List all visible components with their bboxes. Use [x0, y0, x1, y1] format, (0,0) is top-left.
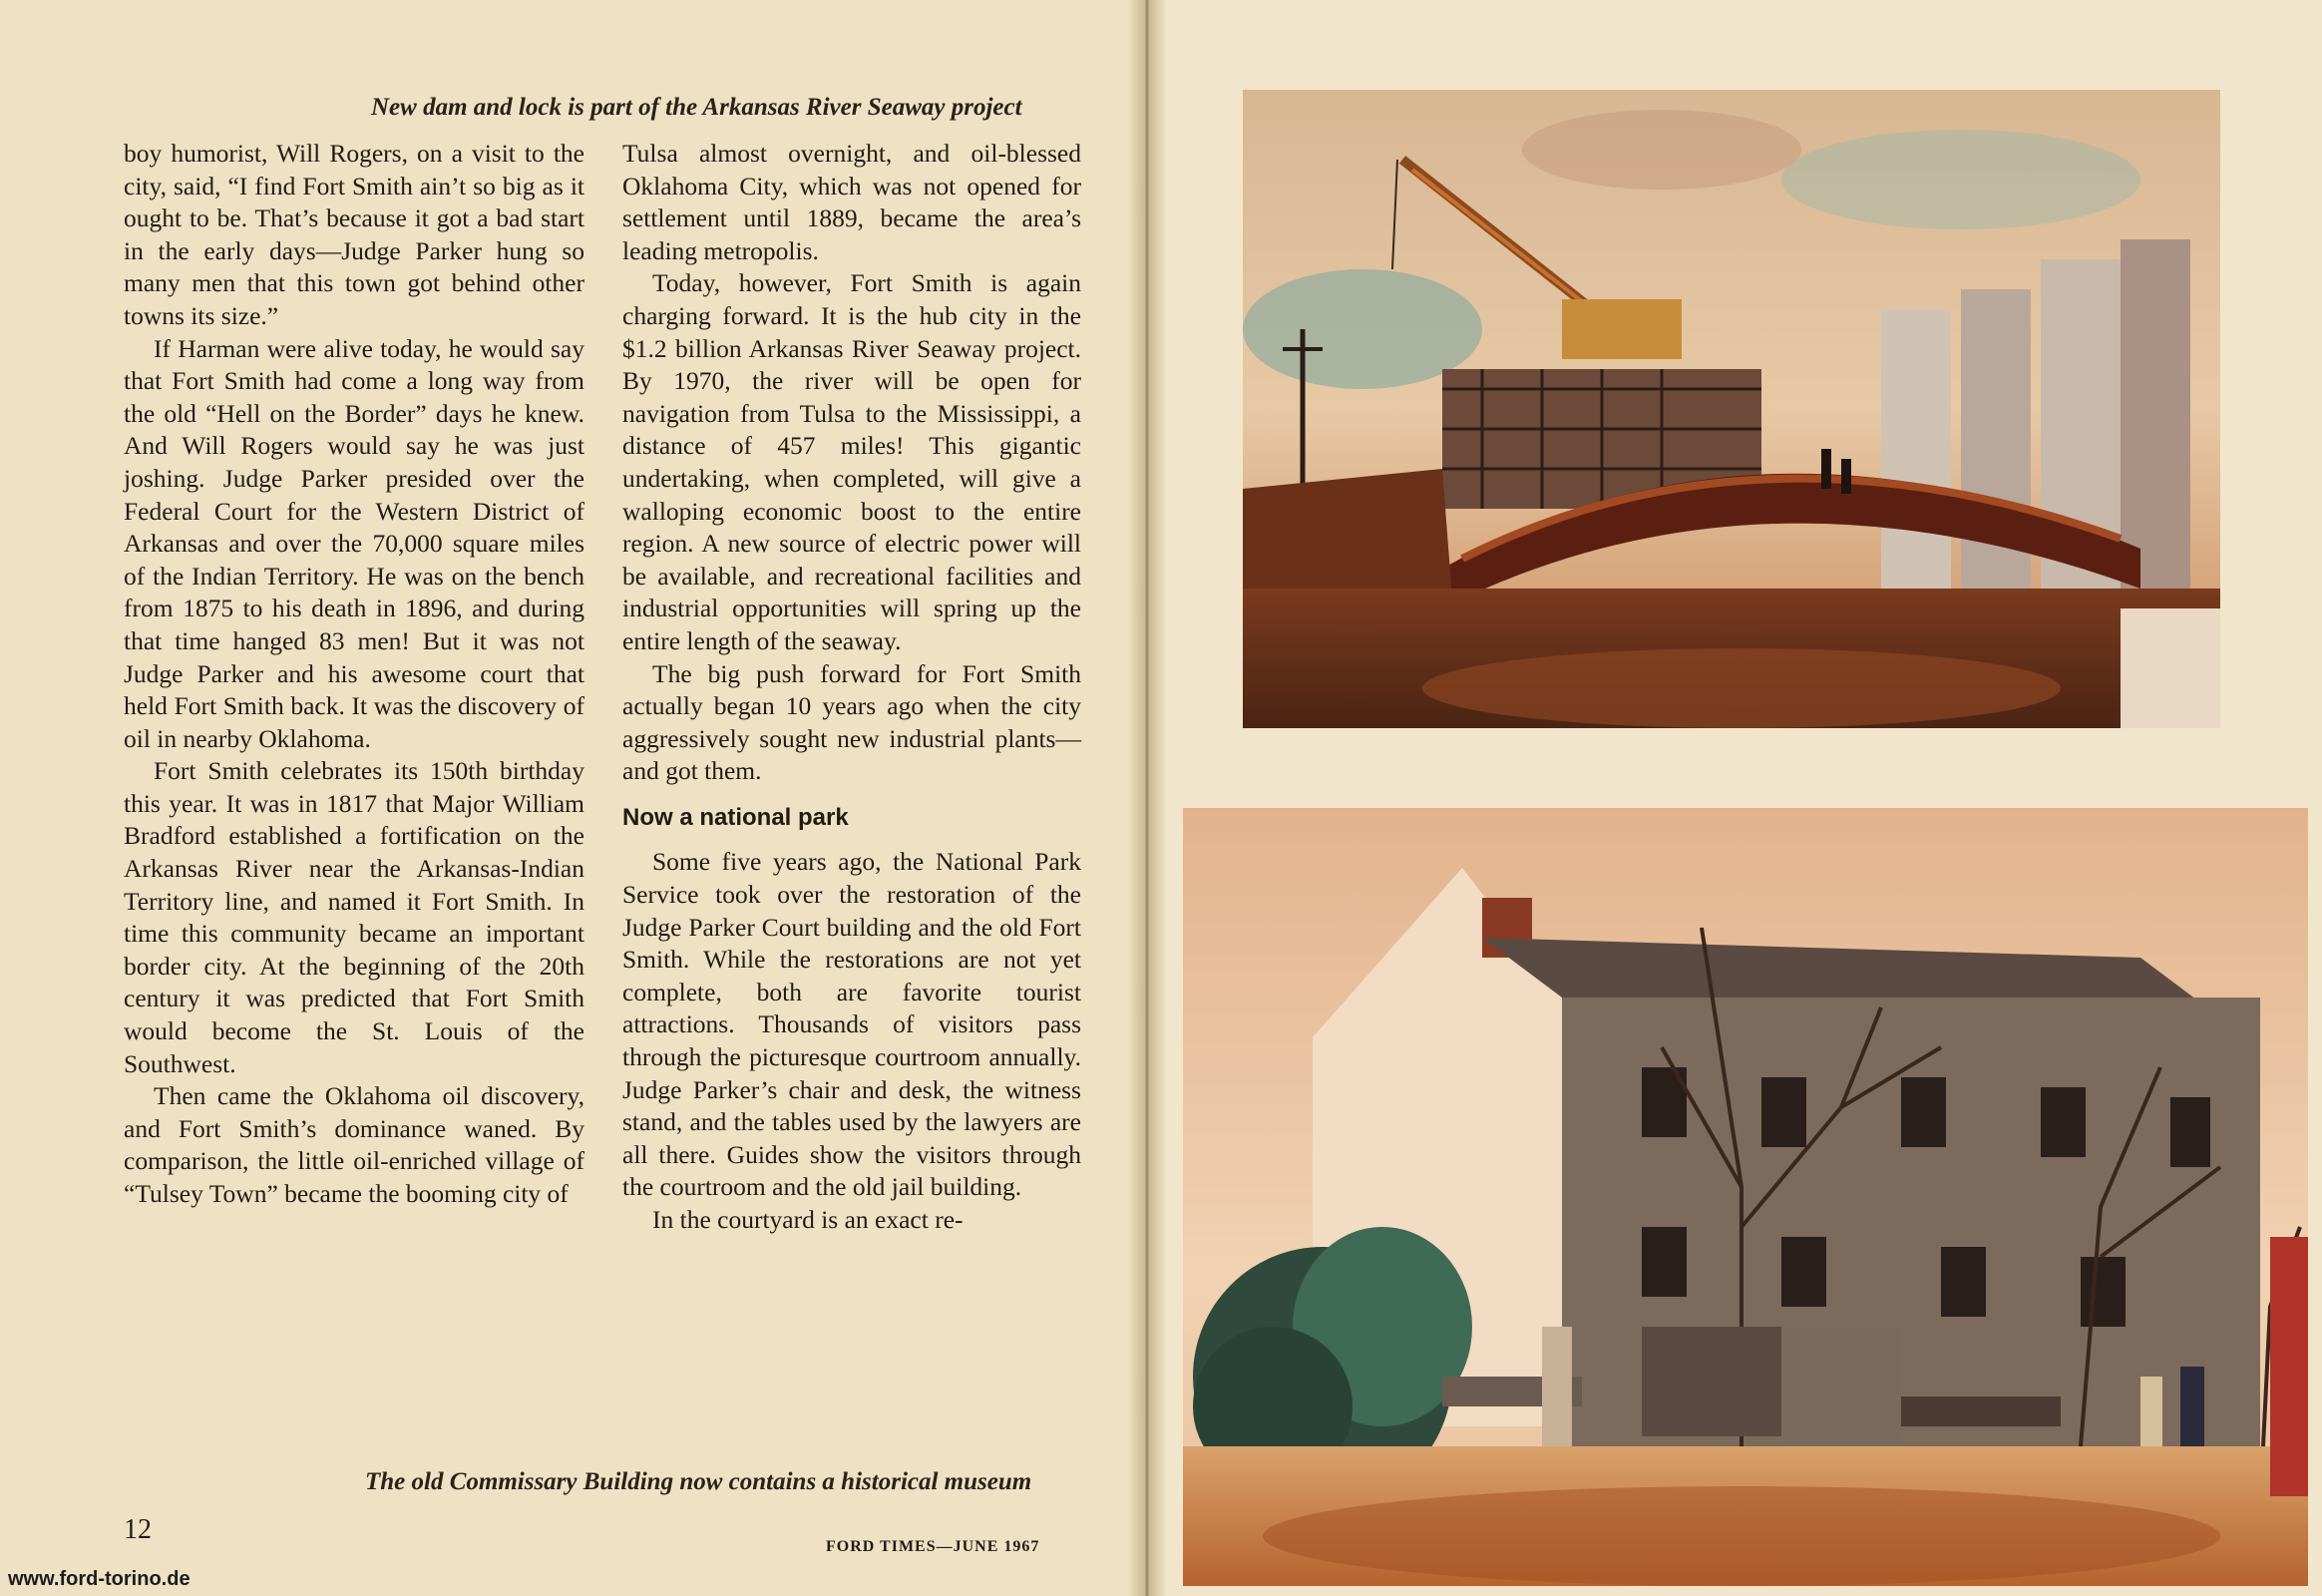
- paragraph: Today, however, Fort Smith is again charging forward. It is the hub city in the $1.2 billion Arkansas River Seaway project. By 1970, the river will be open for navigation from Tulsa to the Mississippi, a distance of 457 miles! This gigantic undertaking, when completed, will give a walloping economic boost to the entire region. A new source of electric power will be available, and recreational facilities and industrial opportunities will spring up the entire length of the seaway.: [622, 268, 1081, 655]
- commissary-building-painting: [1183, 808, 2308, 1586]
- text-column-left: [124, 138, 584, 1211]
- bottom-illustration-caption: The old Commissary Building now contains a historical museum: [365, 1468, 1032, 1495]
- issue-footer: FORD TIMES—JUNE 1967: [826, 1538, 1040, 1555]
- section-subhead: Now a national park: [622, 803, 849, 831]
- paragraph: The big push forward for Fort Smith actually began 10 years ago when the city aggressively sought new industrial plants—and got them.: [622, 658, 1081, 786]
- top-illustration-caption: New dam and lock is part of the Arkansas River Seaway project: [371, 94, 1022, 121]
- dam-construction-painting: [1243, 90, 2220, 728]
- paragraph: If Harman were alive today, he would say that Fort Smith had come a long way from the old “Hell on the Border” days he knew. And Will Rogers would say he was just joshing. Judge Parker presided over the Federal Court for the Western District of Arkansas and over the 70,000 square miles of the Indian Territory. He was on the bench from 1875 to his death in 1896, and during that time hanged 83 men! But it was not Judge Parker and his awesome court that held Fort Smith back. It was the discovery of oil in nearby Oklahoma.: [124, 333, 584, 753]
- paragraph: In the courtyard is an exact re-: [652, 1205, 964, 1234]
- paragraph: Some five years ago, the National Park Service took over the restoration of the Judge Parker Court building and the old Fort Smith. While the restorations are not yet complete, both are favorite tourist attractions. Thousands of visitors pass through the picturesque courtroom annually. Judge Parker’s chair and desk, the witness stand, and the tables used by the lawyers are all there. Guides show the visitors through the courtroom and the old jail building.: [622, 847, 1081, 1202]
- paragraph: Then came the Oklahoma oil discovery, and Fort Smith’s dominance waned. By comparison, the little oil-enriched village of “Tulsey Town” became the booming city of: [124, 1081, 584, 1208]
- site-watermark: www.ford-torino.de: [8, 1568, 191, 1590]
- dam-painting-svg: [1243, 90, 2220, 728]
- text-column-right: [622, 138, 1081, 1237]
- page-gutter: [1127, 0, 1167, 1596]
- commissary-painting-svg: [1183, 808, 2308, 1586]
- page-number: 12: [124, 1514, 152, 1545]
- paragraph: Fort Smith celebrates its 150th birthday this year. It was in 1817 that Major William Bradford established a fortification on the Arkansas River near the Arkansas-Indian Territory line, and named it Fort Smith. In time this community became an important border city. At the beginning of the 20th century it was predicted that Fort Smith would become the St. Louis of the Southwest.: [124, 756, 584, 1078]
- paragraph: boy humorist, Will Rogers, on a visit to the city, said, “I find Fort Smith ain’t so big as it ought to be. That’s because it got a bad start in the early days—Judge Parker hung so many men that this town got behind other towns its size.”: [124, 139, 584, 330]
- paragraph: Tulsa almost overnight, and oil-blessed Oklahoma City, which was not opened for settlement until 1889, became the area’s leading metropolis.: [622, 139, 1081, 265]
